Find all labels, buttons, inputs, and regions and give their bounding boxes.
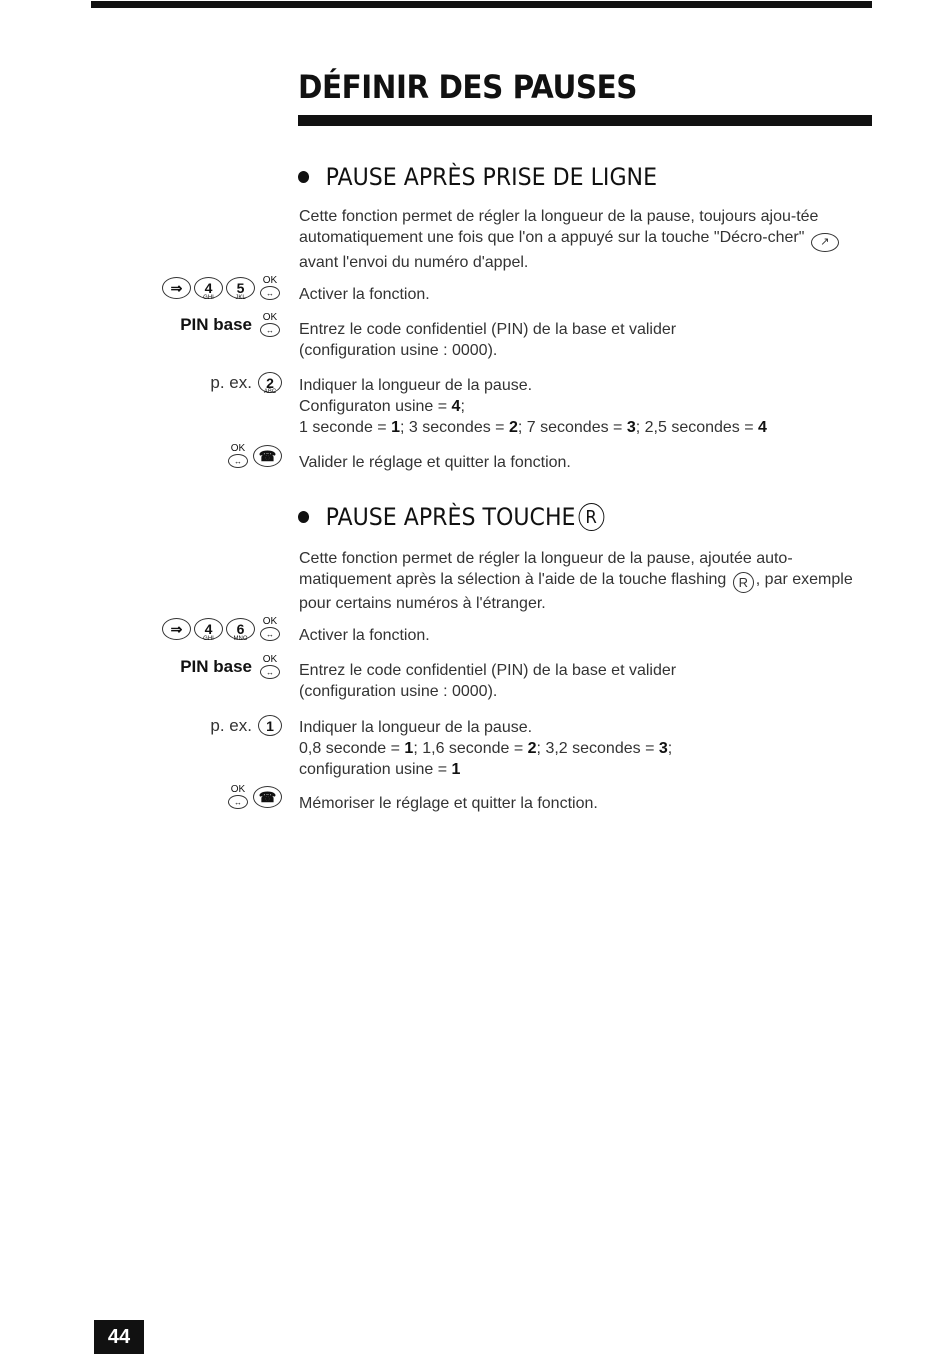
example-label: p. ex. — [210, 715, 252, 735]
step-1-1-keys — [162, 276, 282, 300]
ok-key-icon: OK ↔ — [258, 655, 282, 679]
example-label: p. ex. — [210, 372, 252, 392]
step-2-2-keys — [180, 655, 282, 679]
ok-key-icon: OK ↔ — [258, 276, 282, 300]
hang-up-key-icon: ☎ — [253, 786, 282, 808]
section-heading-2-text: PAUSE APRÈS TOUCHE — [325, 503, 576, 531]
section-1-intro-a: Cette fonction permet de régler la longueur de la pause, toujours ajou-tée automatiquement une fois que l'on a appuyé sur la touche "Décro-cher" — [299, 208, 819, 246]
ok-key-icon: OK ↔ — [226, 785, 250, 809]
step-2-1-text: Activer la fonction. — [299, 627, 430, 644]
step-2-3-text: Indiquer la longueur de la pause. 0,8 seconde = 1; 1,6 seconde = 2; 3,2 secondes = 3; configuration usine = 1 — [299, 719, 673, 778]
step-1-4-text: Valider le réglage et quitter la fonction. — [299, 454, 571, 471]
bullet-icon — [298, 511, 309, 523]
section-1-intro-b: avant l'envoi du numéro d'appel. — [299, 254, 529, 271]
key-1-icon: 1 — [258, 715, 282, 736]
page-number: 44 — [94, 1320, 144, 1354]
title-rule — [298, 115, 872, 126]
off-hook-icon: ↗ — [811, 233, 839, 252]
key-2-icon: 2 ABC — [258, 372, 282, 393]
ok-key-icon: OK ↔ — [258, 313, 282, 337]
key-6-icon: 6 MNO — [226, 618, 255, 640]
section-1-intro — [299, 206, 874, 273]
menu-key-icon: ⇒ — [162, 618, 191, 640]
section-heading-1 — [298, 163, 657, 191]
step-2-4-text: Mémoriser le réglage et quitter la fonction. — [299, 795, 598, 812]
step-1-3-keys — [210, 372, 282, 393]
section-heading-2 — [298, 503, 604, 531]
top-rule — [91, 1, 872, 8]
flash-key-icon: R — [733, 572, 754, 593]
section-2-intro-b: , par exemple pour certains numéros à l'étranger. — [299, 571, 853, 612]
ok-key-icon: OK ↔ — [258, 617, 282, 641]
step-1-4-keys — [226, 444, 282, 468]
menu-key-icon: ⇒ — [162, 277, 191, 299]
step-2-4-keys — [226, 785, 282, 809]
step-2-3-keys — [210, 715, 282, 736]
page-title: DÉFINIR DES PAUSES — [298, 68, 638, 106]
r-key-icon: R — [578, 503, 604, 531]
step-1-3-text: Indiquer la longueur de la pause. Configuraton usine = 4; 1 seconde = 1; 3 secondes = 2; 7 secondes = 3; 2,5 secondes = 4 — [299, 377, 767, 436]
bullet-icon — [298, 171, 309, 183]
pin-base-label: PIN base — [180, 657, 252, 676]
step-1-2-text: Entrez le code confidentiel (PIN) de la base et valider (configuration usine : 0000). — [299, 321, 677, 359]
step-2-1-keys — [162, 617, 282, 641]
section-2-intro — [299, 548, 874, 614]
key-5-icon: 5 JKL — [226, 277, 255, 299]
pin-base-label: PIN base — [180, 315, 252, 334]
step-2-2-text: Entrez le code confidentiel (PIN) de la base et valider (configuration usine : 0000). — [299, 662, 677, 700]
ok-key-icon: OK ↔ — [226, 444, 250, 468]
section-2-intro-a: Cette fonction permet de régler la longueur de la pause, ajoutée auto-matiquement après la sélection à l'aide de la touche flashing — [299, 550, 793, 588]
section-heading-1-text: PAUSE APRÈS PRISE DE LIGNE — [325, 163, 658, 191]
key-4-icon: 4 GHI — [194, 618, 223, 640]
step-1-2-keys — [180, 313, 282, 337]
key-4-icon: 4 GHI — [194, 277, 223, 299]
step-1-1-text: Activer la fonction. — [299, 286, 430, 303]
hang-up-key-icon: ☎ — [253, 445, 282, 467]
